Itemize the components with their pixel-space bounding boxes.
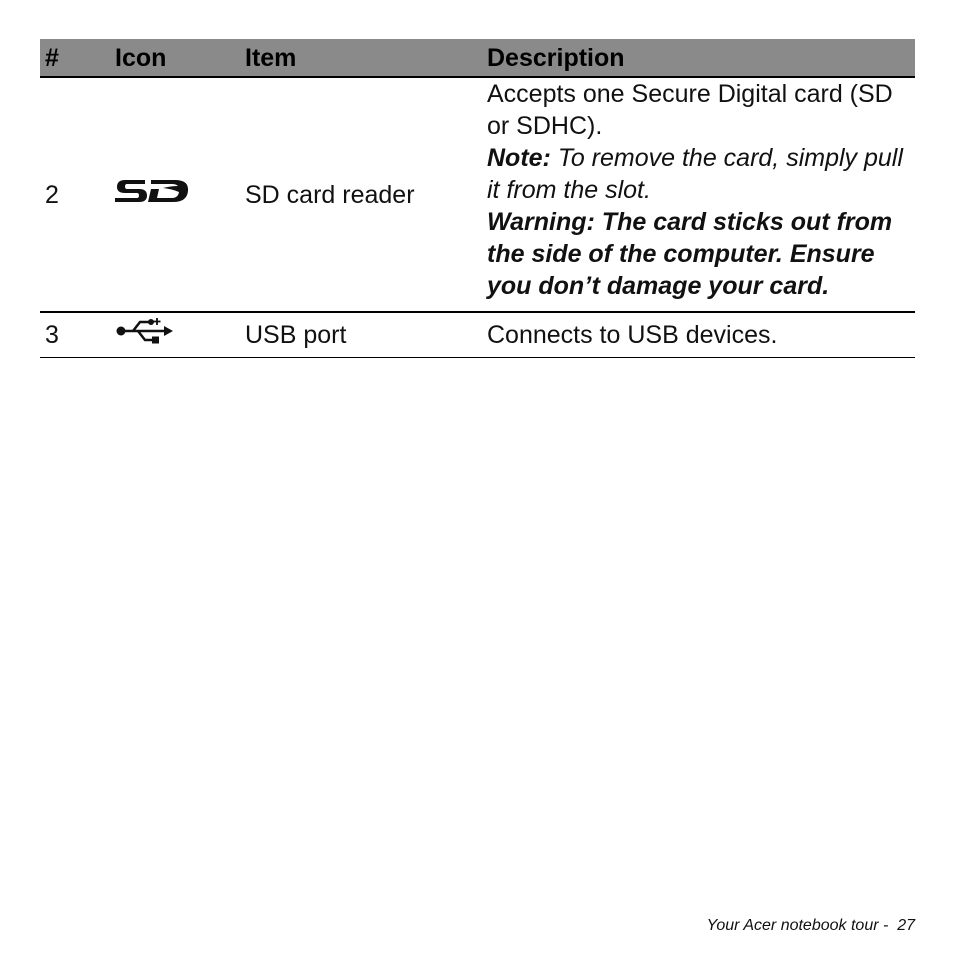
table-row bbox=[40, 312, 915, 358]
row-number: 2 bbox=[40, 77, 113, 312]
row-item: USB port bbox=[245, 312, 487, 358]
note-text: To remove the card, simply pull it from the slot. bbox=[487, 144, 903, 204]
page-footer bbox=[707, 917, 915, 935]
row-icon-cell bbox=[113, 77, 245, 312]
sd-card-icon bbox=[115, 176, 189, 206]
header-description: Description bbox=[487, 39, 915, 77]
note-paragraph bbox=[487, 142, 915, 206]
row-description bbox=[487, 77, 915, 312]
row-item: SD card reader bbox=[245, 77, 487, 312]
row-number: 3 bbox=[40, 312, 113, 358]
header-num: # bbox=[40, 39, 113, 77]
footer-text: Your Acer notebook tour - bbox=[706, 917, 889, 934]
table-row bbox=[40, 77, 915, 312]
row-description: Connects to USB devices. bbox=[487, 312, 915, 358]
note-label: Note: bbox=[487, 144, 551, 172]
table-header bbox=[40, 39, 915, 77]
header-item: Item bbox=[245, 39, 487, 77]
description-text: Accepts one Secure Digital card (SD or SDHC). bbox=[487, 80, 893, 140]
page-number: 27 bbox=[897, 917, 915, 934]
row-icon-cell bbox=[113, 312, 245, 358]
header-icon: Icon bbox=[113, 39, 245, 77]
ports-table bbox=[40, 39, 915, 358]
warning-text: Warning: The card sticks out from the side of the computer. Ensure you don’t damage your card. bbox=[487, 208, 893, 300]
usb-icon bbox=[115, 316, 175, 346]
header-row bbox=[40, 39, 915, 77]
